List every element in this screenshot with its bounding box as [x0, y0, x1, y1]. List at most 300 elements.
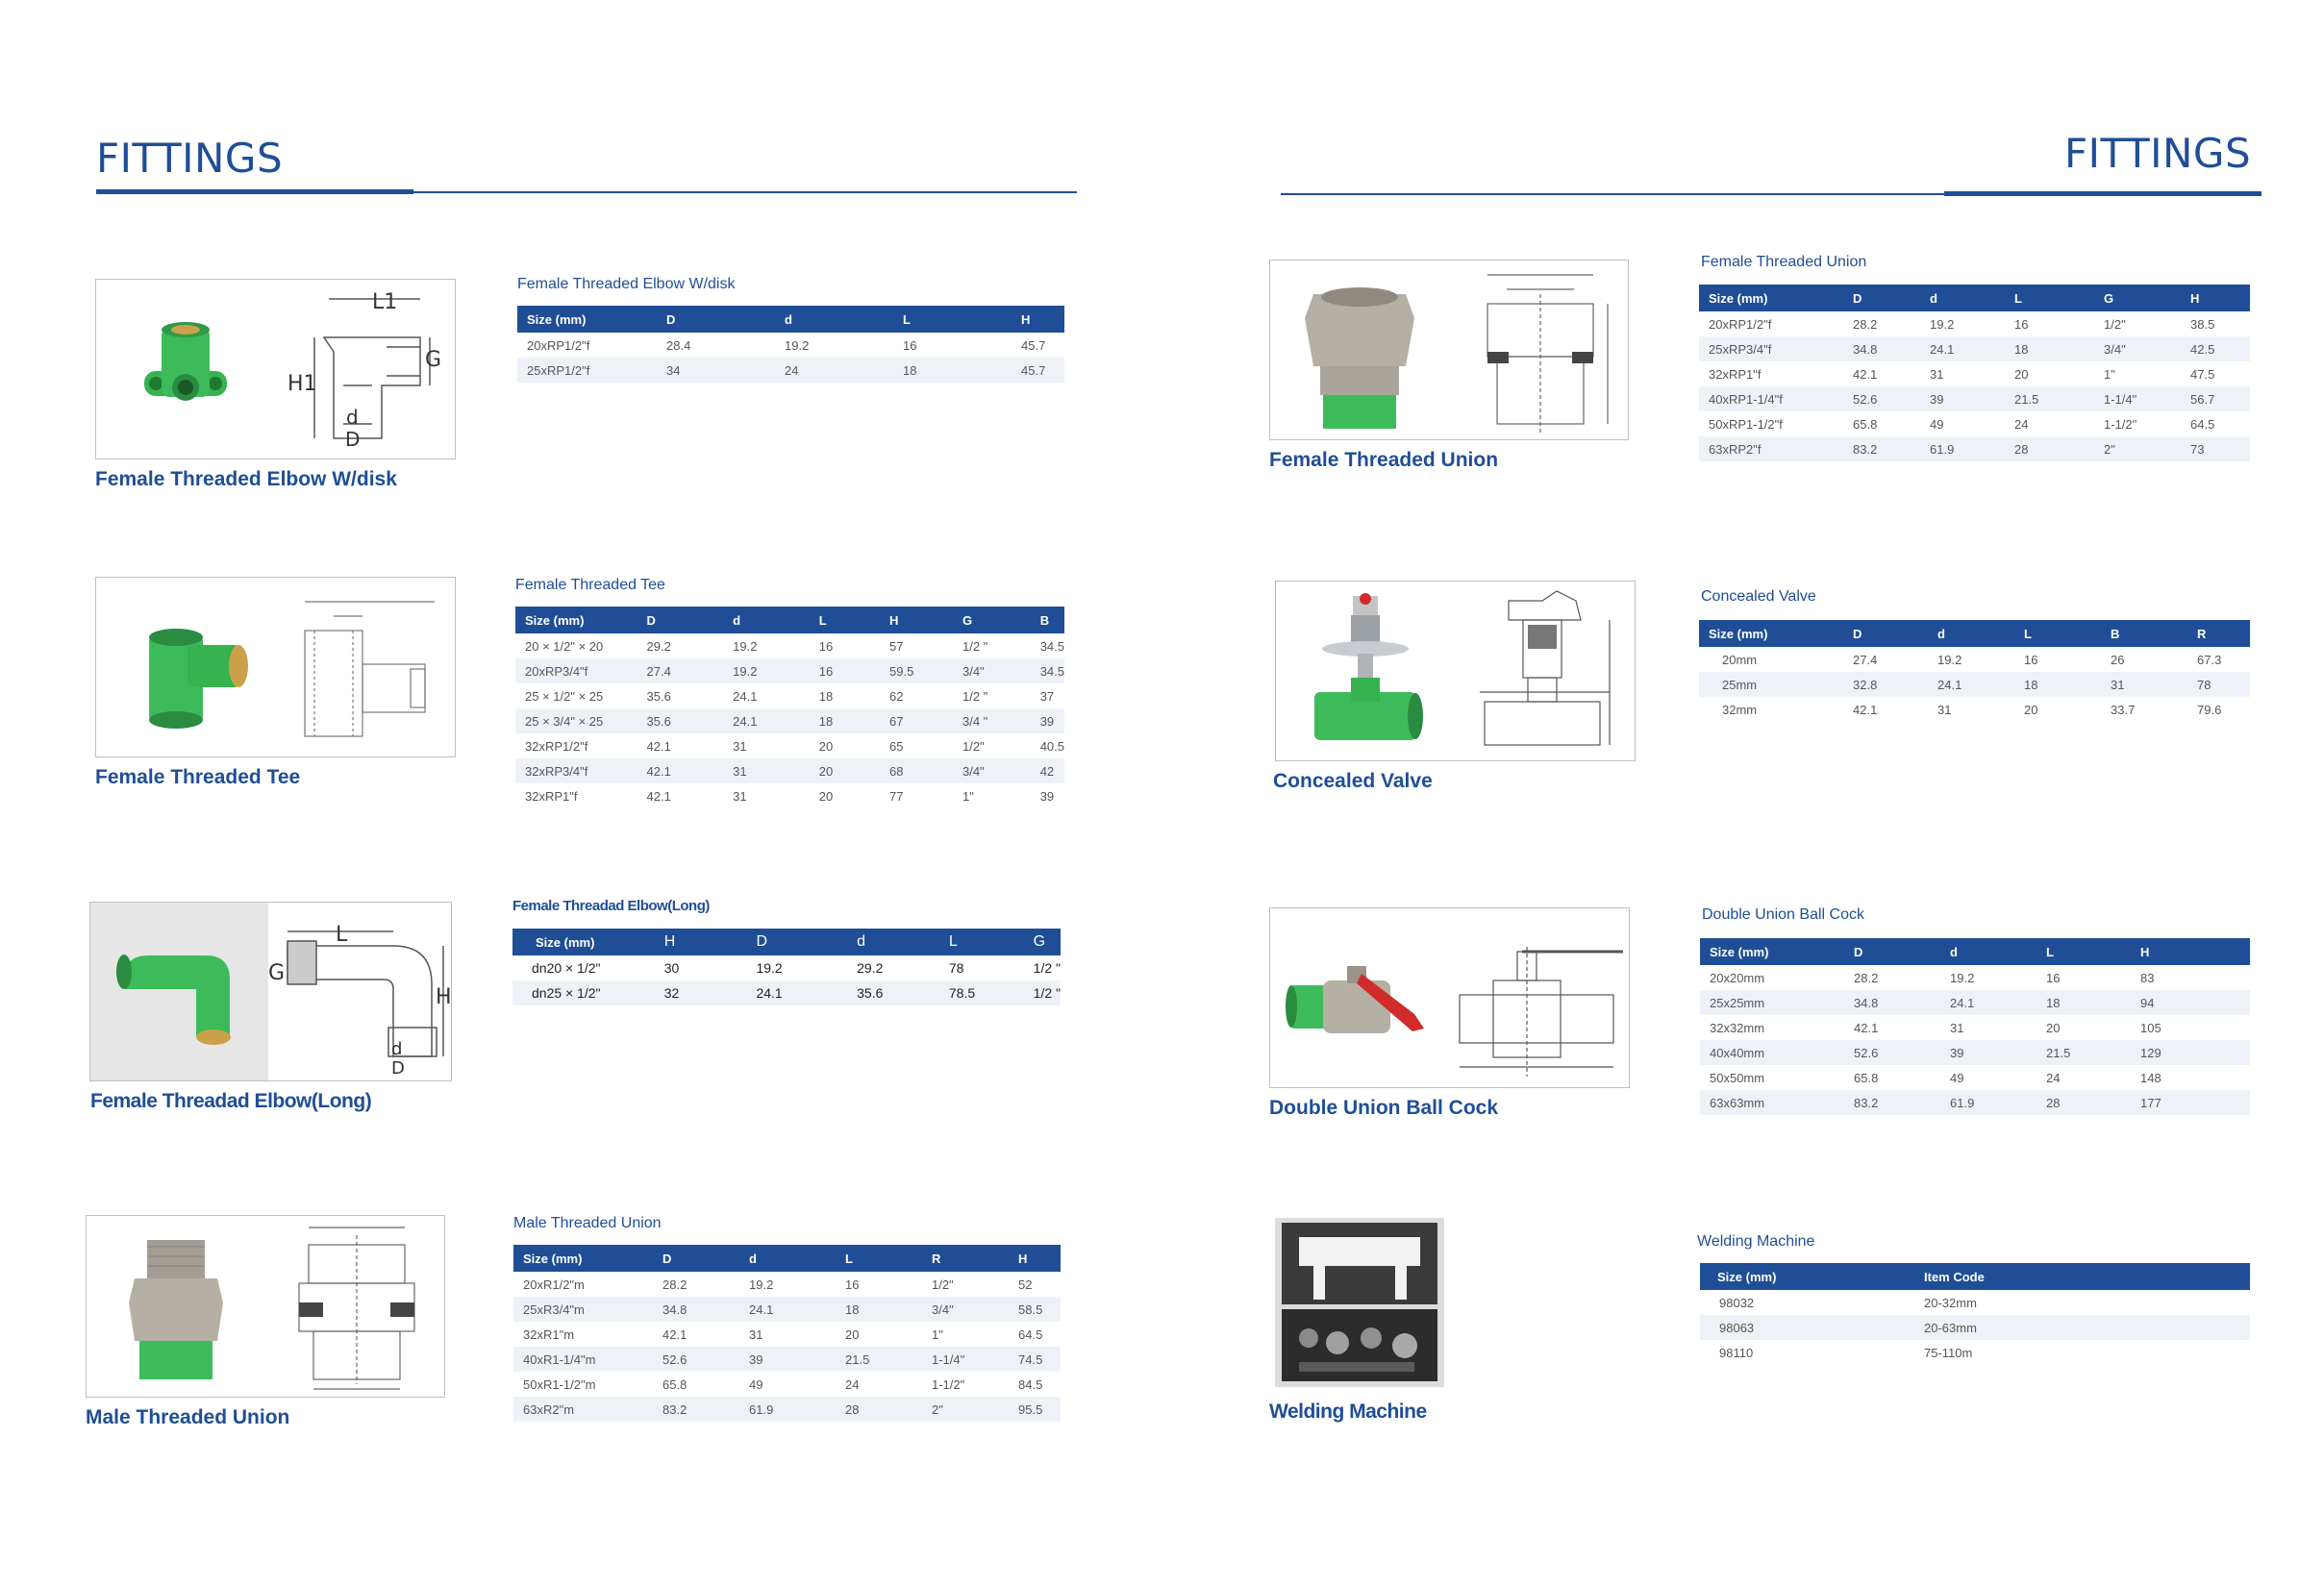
cell: 31 [723, 758, 810, 783]
cell: 29.2 [857, 960, 884, 976]
cell: 28.4 [666, 337, 691, 353]
col-header: d [775, 306, 893, 333]
cell: 18 [810, 708, 880, 733]
cell: 78 [948, 960, 964, 976]
cell: 34.8 [1843, 336, 1920, 361]
cell: 32 [655, 980, 747, 1005]
table-row [1699, 436, 2250, 461]
table-row [515, 633, 1064, 658]
cell: 68 [880, 758, 953, 783]
cell: 30 [663, 960, 680, 976]
cell: 42.1 [646, 738, 671, 754]
cell: 63xR2"m [513, 1397, 653, 1422]
cell: 21.5 [836, 1347, 922, 1372]
drawing-label-h: H [436, 985, 451, 1009]
cell: 21.5 [2005, 386, 2094, 411]
cell: 78.5 [939, 980, 1024, 1005]
cell: 83.2 [1844, 1090, 1940, 1115]
product-name-elbow-long: Female Threadad Elbow(Long) [90, 1090, 372, 1112]
cell: 31 [1950, 1020, 1964, 1035]
cell: 35.6 [847, 980, 939, 1005]
table-row [1700, 1040, 2250, 1065]
product-image-female-union [1269, 260, 1629, 440]
cell: 32x32mm [1710, 1020, 1765, 1035]
cell: 31 [1930, 366, 1944, 382]
table-row [515, 783, 1064, 808]
cell: 25mm [1699, 672, 1843, 697]
col-header: L [810, 607, 880, 633]
cell: 33.7 [2111, 702, 2136, 717]
cell: 25 × 3/4" × 25 [515, 708, 637, 733]
drawing-label-g: G [425, 348, 442, 372]
cell: 148 [2140, 1070, 2162, 1085]
cell: 98032 [1719, 1295, 1755, 1310]
table-row [515, 683, 1064, 708]
cell: 32xRP1"f [1709, 366, 1762, 382]
cell: dn20 × 1/2" [532, 960, 601, 976]
drawing-label-d-small: d [391, 1039, 403, 1059]
spec-table-elbow-long [512, 929, 1061, 1005]
cell: 18 [2014, 672, 2101, 697]
col-header: L [939, 929, 1024, 955]
cell: 24.1 [1928, 672, 2014, 697]
cell: 47.5 [2190, 366, 2215, 382]
col-header: B [2101, 620, 2187, 647]
cell: 35.6 [637, 708, 724, 733]
table-row [513, 1347, 1061, 1372]
product-name-elbow-disk: Female Threaded Elbow W/disk [95, 468, 397, 490]
cell: 1/2" [2104, 316, 2126, 332]
col-header: D [653, 1245, 739, 1272]
col-header: D [1844, 938, 1940, 965]
cell: 59.5 [880, 658, 953, 683]
table-row [1699, 647, 2250, 672]
cell: 45.7 [1021, 337, 1046, 353]
table-row [513, 1322, 1061, 1347]
cell: 24.1 [746, 980, 847, 1005]
elbow-long-photo [90, 903, 268, 1080]
table-row [513, 1272, 1061, 1297]
cell: 42.1 [662, 1327, 687, 1342]
product-image-elbow-long [89, 902, 452, 1081]
cell: 83 [2140, 970, 2155, 985]
cell: 39 [1039, 788, 1055, 804]
spec-table-female-union [1699, 285, 2250, 461]
cell: 1/2 " [1033, 960, 1061, 976]
cell: 77 [889, 788, 904, 804]
cell: 129 [2131, 1040, 2250, 1065]
cell: 42.5 [2181, 336, 2250, 361]
spec-table-male-union [513, 1245, 1061, 1422]
cell: 20 [810, 758, 880, 783]
cell: 73 [2181, 436, 2250, 461]
col-header: H [1009, 1245, 1061, 1272]
cell: 1/2" [962, 738, 985, 754]
cell: 1" [962, 788, 974, 804]
table-row [513, 1372, 1061, 1397]
cell: 67 [880, 708, 953, 733]
drawing-label-d-big: D [391, 1058, 405, 1079]
cell: 20 × 1/2" × 20 [525, 638, 604, 654]
col-header: L [2014, 620, 2101, 647]
table-row [1700, 1315, 2250, 1340]
col-header: Size (mm) [1700, 938, 1844, 965]
table-row [1699, 672, 2250, 697]
cell: 20-63mm [1914, 1315, 2250, 1340]
cell: 24 [2014, 416, 2029, 432]
table-title-elbow-long: Female Threadad Elbow(Long) [512, 898, 710, 914]
cell: 1-1/4" [922, 1347, 1009, 1372]
cell: 83.2 [1843, 436, 1920, 461]
cell: 18 [2005, 336, 2094, 361]
cell: 40x40mm [1700, 1040, 1844, 1065]
cell: 98110 [1719, 1345, 1754, 1360]
table-title-female-union: Female Threaded Union [1701, 254, 1867, 270]
cell: 24.1 [1920, 336, 2005, 361]
cell: 25x25mm [1700, 990, 1844, 1015]
cell: 45.7 [1012, 358, 1064, 383]
concealed-valve-drawing [1456, 582, 1635, 760]
table-title-tee: Female Threaded Tee [515, 577, 665, 593]
cell: 20mm [1722, 652, 1758, 667]
drawing-label-d-small: d [346, 406, 359, 429]
product-name-ball-cock: Double Union Ball Cock [1269, 1097, 1499, 1119]
cell: 31 [2101, 672, 2187, 697]
cell: 95.5 [1009, 1397, 1061, 1422]
col-header: H [1012, 306, 1064, 333]
cell: 98063 [1700, 1315, 1914, 1340]
col-header: D [637, 607, 724, 633]
cell: 19.2 [785, 337, 810, 353]
product-image-ball-cock [1269, 907, 1630, 1088]
cell: 65.8 [662, 1376, 687, 1392]
col-header: G [953, 607, 1031, 633]
cell: 16 [903, 337, 917, 353]
product-image-tee [95, 577, 456, 757]
col-header: Size (mm) [512, 929, 655, 955]
table-row [1699, 411, 2250, 436]
col-header: G [2094, 285, 2181, 311]
cell: 20-32mm [1924, 1295, 1977, 1310]
cell: 1/2 " [962, 638, 988, 654]
elbow-disk-photo [96, 280, 275, 459]
col-header: d [723, 607, 810, 633]
col-header: H [655, 929, 747, 955]
cell: 61.9 [1920, 436, 2005, 461]
table-row [1700, 1340, 2250, 1365]
cell: 32xR1"m [523, 1327, 575, 1342]
cell: 32.8 [1843, 672, 1928, 697]
cell: 25xRP1/2"f [517, 358, 657, 383]
cell: 42 [1031, 758, 1064, 783]
table-row [1700, 1090, 2250, 1115]
cell: 24.1 [733, 688, 758, 704]
cell: 32xRP1/2"f [525, 738, 588, 754]
cell: 19.2 [723, 658, 810, 683]
cell: 58.5 [1009, 1297, 1061, 1322]
table-row [1700, 1015, 2250, 1040]
cell: 177 [2131, 1090, 2250, 1115]
cell: 62 [889, 688, 904, 704]
cell: 52.6 [653, 1347, 739, 1372]
cell: 32xRP1"f [525, 788, 578, 804]
cell: 16 [2014, 316, 2029, 332]
ball-cock-photo [1270, 908, 1449, 1087]
table-row [1700, 965, 2250, 990]
cell: 31 [733, 738, 747, 754]
cell: 27.4 [637, 658, 724, 683]
cell: 49 [1950, 1070, 1964, 1085]
cell: 19.2 [756, 960, 783, 976]
cell: 20 [818, 788, 834, 804]
table-row [515, 758, 1064, 783]
cell: 39 [1031, 708, 1064, 733]
cell: 20x20mm [1710, 970, 1765, 985]
col-header: L [2037, 938, 2131, 965]
cell: 56.7 [2181, 386, 2250, 411]
table-row [513, 1397, 1061, 1422]
cell: 37 [1039, 688, 1055, 704]
cell: 49 [1930, 416, 1944, 432]
col-header: d [1928, 620, 2014, 647]
cell: 52 [1018, 1277, 1033, 1292]
cell: 78 [2187, 672, 2250, 697]
col-header: Size (mm) [515, 607, 637, 633]
col-header: Size (mm) [1700, 1263, 1914, 1290]
cell: 28 [2037, 1090, 2131, 1115]
col-header: Size (mm) [513, 1245, 653, 1272]
elbow-long-drawing [268, 903, 451, 1080]
cell: 32mm [1722, 702, 1758, 717]
cell: 52.6 [1843, 386, 1920, 411]
table-row [515, 658, 1064, 683]
cell: 28 [2005, 436, 2094, 461]
cell: 105 [2140, 1020, 2162, 1035]
table-title-elbow-disk: Female Threaded Elbow W/disk [517, 276, 736, 292]
col-header: D [1843, 285, 1920, 311]
cell: 3/4" [953, 658, 1031, 683]
drawing-label-l1: L1 [372, 290, 398, 314]
cell: 42.1 [646, 788, 671, 804]
spec-table-ball-cock [1700, 938, 2250, 1115]
welding-machine-photo [1270, 1213, 1449, 1392]
cell: 24.1 [1940, 990, 2037, 1015]
cell: 63x63mm [1700, 1090, 1844, 1115]
col-header: Item Code [1914, 1263, 2250, 1290]
cell: 42.1 [1854, 1020, 1879, 1035]
cell: 34.5 [1039, 638, 1064, 654]
cell: 29.2 [646, 638, 671, 654]
cell: 24.1 [723, 708, 810, 733]
divider-right [1281, 193, 1944, 195]
title-underline-right [1944, 191, 2262, 196]
table-row [517, 358, 1064, 383]
cell: 18 [818, 688, 834, 704]
table-row [1700, 1065, 2250, 1090]
cell: 34.8 [1844, 990, 1940, 1015]
cell: 3/4" [922, 1297, 1009, 1322]
cell: 83.2 [653, 1397, 739, 1422]
table-row [515, 708, 1064, 733]
cell: 50xRP1-1/2"f [1709, 416, 1783, 432]
cell: 1-1/4" [2094, 386, 2181, 411]
col-header: R [2187, 620, 2250, 647]
col-header: H [880, 607, 953, 633]
table-row [1699, 386, 2250, 411]
col-header: D [746, 929, 847, 955]
cell: 40xR1-1/4"m [513, 1347, 653, 1372]
col-header: D [657, 306, 775, 333]
product-name-female-union: Female Threaded Union [1269, 449, 1499, 471]
col-header: Size (mm) [517, 306, 657, 333]
cell: 28.2 [1853, 316, 1878, 332]
cell: 67.3 [2197, 652, 2222, 667]
drawing-label-l: L [336, 923, 348, 947]
cell: 84.5 [1018, 1376, 1043, 1392]
cell: 40.5 [1039, 738, 1064, 754]
cell: 16 [2024, 652, 2038, 667]
cell: 42.1 [1853, 702, 1878, 717]
tee-photo [96, 578, 275, 756]
cell: 28.2 [1854, 970, 1879, 985]
cell: 74.5 [1009, 1347, 1061, 1372]
table-row [512, 955, 1061, 980]
cell: 2" [922, 1397, 1009, 1422]
cell: 19.2 [1930, 316, 1955, 332]
cell: 21.5 [2037, 1040, 2131, 1065]
col-header: L [893, 306, 1012, 333]
cell: 1-1/2" [932, 1376, 965, 1392]
cell: 16 [2046, 970, 2061, 985]
cell: 1" [2104, 366, 2115, 382]
cell: 64.5 [1018, 1327, 1043, 1342]
col-header: B [1031, 607, 1064, 633]
product-name-tee: Female Threaded Tee [95, 766, 301, 788]
table-row [1699, 361, 2250, 386]
cell: 19.2 [749, 1277, 774, 1292]
cell: 20 [2046, 1020, 2061, 1035]
cell: dn25 × 1/2" [512, 980, 655, 1005]
cell: 19.2 [733, 638, 758, 654]
female-union-photo [1270, 260, 1449, 439]
product-image-welding [1270, 1213, 1449, 1392]
cell: 16 [810, 658, 880, 683]
col-header: L [2005, 285, 2094, 311]
cell: 16 [845, 1277, 860, 1292]
table-row [1700, 1290, 2250, 1315]
col-header: d [1920, 285, 2005, 311]
cell: 18 [893, 358, 1012, 383]
cell: 32xRP3/4"f [515, 758, 637, 783]
col-header: d [739, 1245, 836, 1272]
cell: 20 [845, 1327, 860, 1342]
cell: 2" [2094, 436, 2181, 461]
ball-cock-drawing [1450, 908, 1629, 1087]
spec-table-elbow-disk [517, 306, 1064, 383]
cell: 20 [818, 738, 834, 754]
cell: 31 [733, 788, 747, 804]
cell: 18 [836, 1297, 922, 1322]
cell: 50xR1-1/2"m [523, 1376, 596, 1392]
cell: 65.8 [1854, 1070, 1879, 1085]
cell: 42.1 [637, 758, 724, 783]
cell: 18 [2037, 990, 2131, 1015]
cell: 20xRP1/2"f [1709, 316, 1772, 332]
divider-left [413, 191, 1077, 193]
male-union-drawing [265, 1216, 444, 1397]
col-header: H [2131, 938, 2250, 965]
cell: 52.6 [1844, 1040, 1940, 1065]
cell: 24 [845, 1376, 860, 1392]
table-row [1699, 697, 2250, 722]
male-union-photo [87, 1216, 265, 1397]
elbow-disk-drawing [276, 280, 455, 459]
cell: 20xRP1/2"f [527, 337, 590, 353]
product-image-elbow-disk [95, 279, 456, 459]
cell: 94 [2131, 990, 2250, 1015]
col-header: Size (mm) [1699, 620, 1843, 647]
col-header: L [836, 1245, 922, 1272]
cell: 1/2" [932, 1277, 954, 1292]
table-row [1700, 990, 2250, 1015]
col-header: D [1843, 620, 1928, 647]
cell: 34 [657, 358, 775, 383]
table-title-ball-cock: Double Union Ball Cock [1702, 906, 1864, 923]
cell: 27.4 [1853, 652, 1878, 667]
table-row [1699, 311, 2250, 336]
cell: 26 [2111, 652, 2125, 667]
cell: 24.1 [739, 1297, 836, 1322]
tee-drawing [276, 578, 455, 756]
cell: 39 [739, 1347, 836, 1372]
product-image-male-union [86, 1215, 445, 1398]
drawing-label-d-big: D [345, 428, 361, 451]
cell: 65.8 [1853, 416, 1878, 432]
cell: 24 [775, 358, 893, 383]
product-name-concealed-valve: Concealed Valve [1273, 770, 1433, 792]
col-header: R [922, 1245, 1009, 1272]
cell: 3/4" [953, 758, 1031, 783]
cell: 40xRP1-1/4"f [1699, 386, 1843, 411]
spec-table-concealed-valve [1699, 620, 2250, 722]
table-title-welding: Welding Machine [1697, 1233, 1815, 1250]
table-row [512, 980, 1061, 1005]
cell: 61.9 [739, 1397, 836, 1422]
cell: 1/2 " [962, 688, 988, 704]
cell: 49 [749, 1376, 763, 1392]
cell: 1/2 " [1024, 980, 1061, 1005]
cell: 57 [889, 638, 904, 654]
table-row [517, 333, 1064, 358]
cell: 24 [2046, 1070, 2061, 1085]
col-header: Size (mm) [1699, 285, 1843, 311]
cell: 34.8 [653, 1297, 739, 1322]
table-title-male-union: Male Threaded Union [513, 1215, 662, 1231]
product-name-male-union: Male Threaded Union [86, 1406, 290, 1428]
table-row [1699, 336, 2250, 361]
title-underline-left [96, 189, 413, 194]
cell: 25xR3/4"m [513, 1297, 653, 1322]
cell: 20xR1/2"m [523, 1277, 585, 1292]
cell: 61.9 [1940, 1090, 2037, 1115]
table-row [513, 1297, 1061, 1322]
cell: 28.2 [662, 1277, 687, 1292]
cell: 42.1 [1853, 366, 1878, 382]
page-title-left: FITTINGS [96, 135, 284, 182]
table-row [515, 733, 1064, 758]
page-title-right: FITTINGS [2064, 130, 2252, 177]
table-title-concealed-valve: Concealed Valve [1701, 588, 1816, 605]
